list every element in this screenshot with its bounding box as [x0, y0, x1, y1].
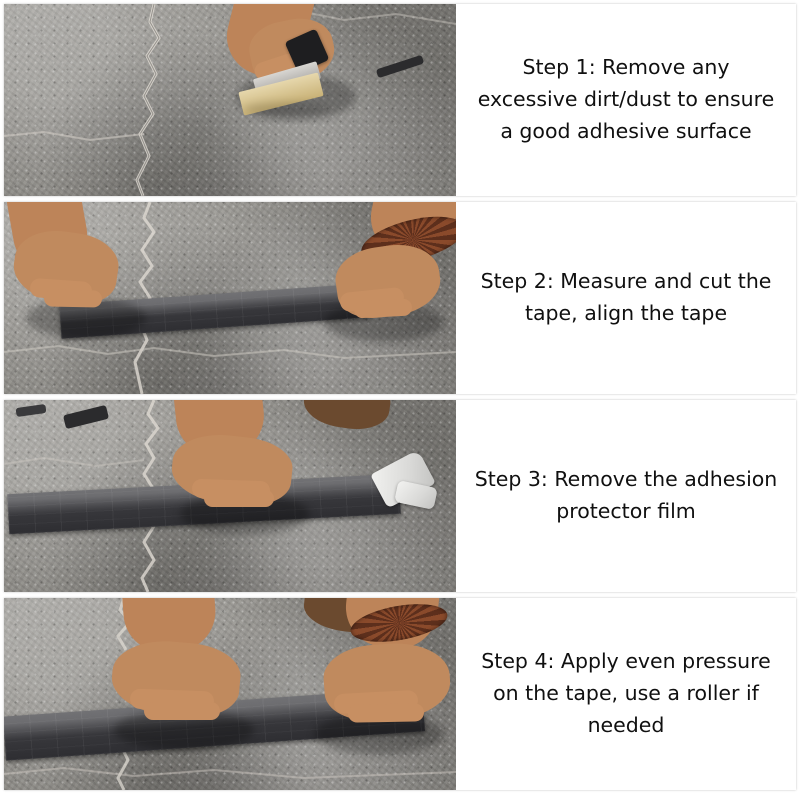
finger [144, 702, 220, 720]
step-row [4, 400, 796, 592]
step-4-photo [4, 598, 456, 790]
finger [204, 490, 274, 507]
finger [348, 703, 424, 722]
step-4-text: Step 4: Apply even pressure on the tape, use a roller if needed [481, 649, 771, 737]
step-row [4, 202, 796, 394]
step-row [4, 598, 796, 790]
finger [44, 289, 102, 307]
brush-shadow [244, 102, 328, 116]
step-4-caption [456, 598, 796, 790]
finger [354, 298, 413, 318]
step-1-caption [456, 4, 796, 196]
step-1-text: Step 1: Remove any excessive dirt/dust to ensure a good adhesive surface [477, 55, 775, 143]
step-row [4, 4, 796, 196]
step-3-photo [4, 400, 456, 592]
step-3-text: Step 3: Remove the adhesion protector film [474, 467, 778, 523]
step-1-photo [4, 4, 456, 196]
step-2-photo [4, 202, 456, 394]
step-2-caption [456, 202, 796, 394]
step-3-caption [456, 400, 796, 592]
step-2-text: Step 2: Measure and cut the tape, align the tape [480, 269, 772, 325]
